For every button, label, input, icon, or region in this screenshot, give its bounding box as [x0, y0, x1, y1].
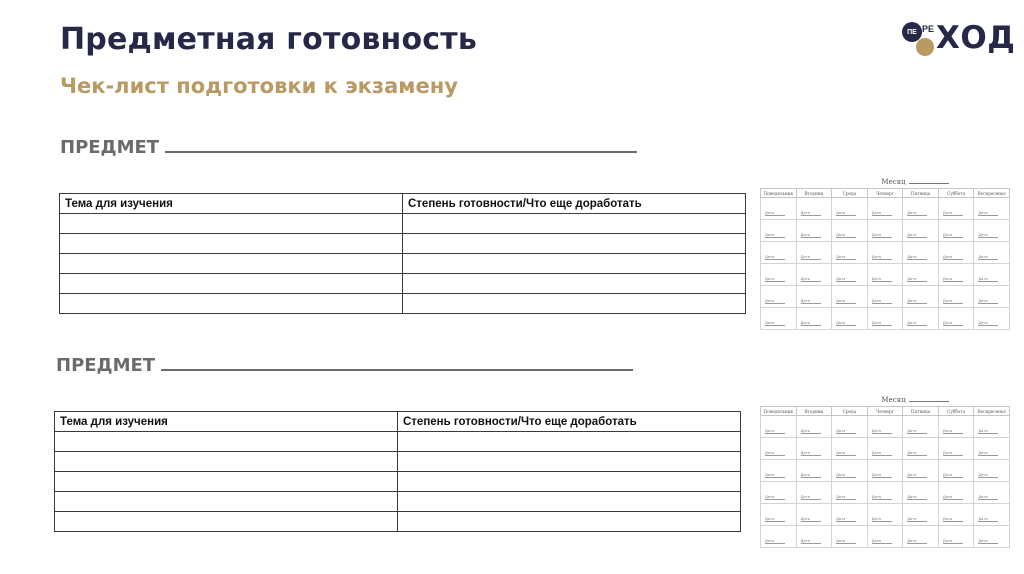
- date-label: Дата: [907, 473, 927, 478]
- readiness-cell[interactable]: [403, 274, 746, 294]
- calendar-day-cell[interactable]: [867, 242, 903, 264]
- weekday-header: Понедельник: [761, 407, 797, 416]
- calendar-day-cell[interactable]: [903, 438, 939, 460]
- table-row: [55, 432, 741, 452]
- date-label: Дата: [907, 255, 927, 260]
- date-label: Дата: [836, 429, 856, 434]
- date-label: Дата: [872, 321, 892, 326]
- date-label: Дата: [907, 429, 927, 434]
- date-label: Дата: [801, 539, 821, 544]
- calendar-day-cell[interactable]: [761, 416, 797, 438]
- readiness-cell[interactable]: [403, 214, 746, 234]
- calendar-day-cell[interactable]: [867, 526, 903, 548]
- calendar-day-cell[interactable]: [761, 286, 797, 308]
- date-label: Дата: [836, 321, 856, 326]
- date-label: Дата: [943, 429, 963, 434]
- calendar-day-cell[interactable]: [832, 438, 868, 460]
- table-header-row: [55, 412, 741, 432]
- date-label: Дата: [872, 451, 892, 456]
- weekday-header: Пятница: [903, 407, 939, 416]
- date-label: Дата: [836, 539, 856, 544]
- calendar-day-cell[interactable]: [832, 504, 868, 526]
- calendar-day-cell[interactable]: [832, 242, 868, 264]
- date-label: Дата: [943, 299, 963, 304]
- date-label: Дата: [978, 451, 998, 456]
- month-label-text: Месяц: [881, 178, 906, 186]
- date-label: Дата: [943, 539, 963, 544]
- date-label: Дата: [765, 451, 785, 456]
- date-label: Дата: [801, 473, 821, 478]
- calendar-week-row: [761, 526, 1010, 548]
- calendar-day-cell[interactable]: [867, 264, 903, 286]
- calendar-day-cell[interactable]: [832, 460, 868, 482]
- date-label: Дата: [801, 321, 821, 326]
- date-label: Дата: [801, 233, 821, 238]
- date-label: Дата: [836, 517, 856, 522]
- readiness-cell[interactable]: [398, 492, 741, 512]
- calendar-day-cell[interactable]: [796, 264, 832, 286]
- calendar-day-cell[interactable]: [832, 416, 868, 438]
- date-label: Дата: [872, 299, 892, 304]
- date-label: Дата: [765, 495, 785, 500]
- date-label: Дата: [978, 495, 998, 500]
- calendar-week-row: [761, 504, 1010, 526]
- calendar-day-cell[interactable]: [867, 198, 903, 220]
- logo-circle-text: ПЕ: [907, 28, 917, 36]
- weekday-header: Четверг: [867, 407, 903, 416]
- date-label: Дата: [907, 321, 927, 326]
- table-row: [60, 294, 746, 314]
- calendar-day-cell[interactable]: [903, 526, 939, 548]
- calendar-month-label: [820, 394, 1010, 406]
- date-label: Дата: [907, 233, 927, 238]
- table-row: [55, 492, 741, 512]
- calendar-day-cell[interactable]: [796, 438, 832, 460]
- date-label: Дата: [907, 277, 927, 282]
- calendar-day-cell[interactable]: [867, 482, 903, 504]
- weekday-row: [761, 189, 1010, 198]
- calendar-day-cell[interactable]: [938, 460, 974, 482]
- topic-cell[interactable]: [55, 432, 398, 452]
- date-label: Дата: [765, 211, 785, 216]
- table-row: [60, 234, 746, 254]
- date-label: Дата: [872, 255, 892, 260]
- topic-cell[interactable]: [55, 472, 398, 492]
- calendar-day-cell[interactable]: [761, 460, 797, 482]
- date-label: Дата: [943, 495, 963, 500]
- date-label: Дата: [978, 429, 998, 434]
- date-label: Дата: [907, 517, 927, 522]
- calendar-day-cell[interactable]: [938, 416, 974, 438]
- calendar-day-cell[interactable]: [938, 286, 974, 308]
- date-label: Дата: [872, 539, 892, 544]
- date-label: Дата: [801, 429, 821, 434]
- date-label: Дата: [765, 277, 785, 282]
- date-label: Дата: [978, 233, 998, 238]
- calendar-day-cell[interactable]: [938, 198, 974, 220]
- date-label: Дата: [907, 451, 927, 456]
- page-subtitle: Чек-лист подготовки к экзамену: [60, 74, 458, 98]
- weekday-header: Среда: [832, 189, 868, 198]
- date-label: Дата: [978, 517, 998, 522]
- topic-cell[interactable]: [55, 512, 398, 532]
- readiness-cell[interactable]: [398, 432, 741, 452]
- date-label: Дата: [836, 277, 856, 282]
- month-calendar-2: [760, 394, 1010, 548]
- date-label: Дата: [872, 473, 892, 478]
- date-label: Дата: [801, 277, 821, 282]
- calendar-day-cell[interactable]: [832, 198, 868, 220]
- calendar-day-cell[interactable]: [761, 220, 797, 242]
- date-label: Дата: [978, 277, 998, 282]
- date-label: Дата: [801, 451, 821, 456]
- calendar-day-cell[interactable]: [974, 286, 1010, 308]
- calendar-day-cell[interactable]: [974, 308, 1010, 330]
- date-label: Дата: [943, 473, 963, 478]
- calendar-day-cell[interactable]: [832, 220, 868, 242]
- calendar-day-cell[interactable]: [903, 460, 939, 482]
- topic-cell[interactable]: [60, 274, 403, 294]
- calendar-week-row: [761, 482, 1010, 504]
- calendar-day-cell[interactable]: [903, 482, 939, 504]
- readiness-cell[interactable]: [403, 234, 746, 254]
- calendar-day-cell[interactable]: [796, 482, 832, 504]
- topic-cell[interactable]: [60, 214, 403, 234]
- date-label: Дата: [765, 233, 785, 238]
- date-label: Дата: [907, 495, 927, 500]
- topics-table-2: [54, 411, 741, 532]
- calendar-week-row: [761, 438, 1010, 460]
- date-label: Дата: [836, 211, 856, 216]
- calendar-day-cell[interactable]: [761, 526, 797, 548]
- weekday-header: Четверг: [867, 189, 903, 198]
- calendar-day-cell[interactable]: [796, 526, 832, 548]
- page-title: Предметная готовность: [60, 22, 478, 57]
- calendar-day-cell[interactable]: [974, 482, 1010, 504]
- topic-cell[interactable]: [60, 294, 403, 314]
- calendar-day-cell[interactable]: [867, 416, 903, 438]
- calendar-day-cell[interactable]: [938, 482, 974, 504]
- date-label: Дата: [801, 211, 821, 216]
- date-label: Дата: [943, 211, 963, 216]
- weekday-header: Вторник: [796, 189, 832, 198]
- date-label: Дата: [978, 255, 998, 260]
- table-row: [55, 512, 741, 532]
- date-label: Дата: [943, 451, 963, 456]
- month-fill-line[interactable]: [909, 395, 949, 402]
- date-label: Дата: [801, 299, 821, 304]
- date-label: Дата: [872, 211, 892, 216]
- date-label: Дата: [836, 495, 856, 500]
- calendar-day-cell[interactable]: [832, 482, 868, 504]
- date-label: Дата: [801, 495, 821, 500]
- subject-fill-line[interactable]: [165, 137, 637, 153]
- logo-small-text: РЕ: [922, 24, 935, 34]
- calendar-day-cell[interactable]: [903, 504, 939, 526]
- calendar-day-cell[interactable]: [867, 308, 903, 330]
- weekday-header: Среда: [832, 407, 868, 416]
- calendar-day-cell[interactable]: [796, 460, 832, 482]
- weekday-row: [761, 407, 1010, 416]
- calendar-day-cell[interactable]: [761, 482, 797, 504]
- date-label: Дата: [836, 473, 856, 478]
- calendar-day-cell[interactable]: [796, 242, 832, 264]
- calendar-day-cell[interactable]: [974, 526, 1010, 548]
- calendar-grid: [760, 406, 1010, 548]
- calendar-day-cell[interactable]: [974, 220, 1010, 242]
- weekday-header: Воскресенье: [974, 189, 1010, 198]
- calendar-day-cell[interactable]: [796, 286, 832, 308]
- calendar-day-cell[interactable]: [903, 264, 939, 286]
- table-header-row: [60, 194, 746, 214]
- calendar-day-cell[interactable]: [867, 438, 903, 460]
- table-row: [60, 214, 746, 234]
- topic-cell[interactable]: [55, 492, 398, 512]
- calendar-day-cell[interactable]: [761, 242, 797, 264]
- table-row: [55, 472, 741, 492]
- header-topic: Тема для изучения: [60, 194, 403, 214]
- date-label: Дата: [907, 539, 927, 544]
- subject-label-1: [60, 137, 637, 158]
- calendar-week-row: [761, 460, 1010, 482]
- date-label: Дата: [978, 299, 998, 304]
- subject-fill-line[interactable]: [161, 355, 633, 371]
- topic-cell[interactable]: [60, 234, 403, 254]
- calendar-day-cell[interactable]: [938, 220, 974, 242]
- calendar-day-cell[interactable]: [761, 264, 797, 286]
- date-label: Дата: [836, 233, 856, 238]
- calendar-day-cell[interactable]: [938, 264, 974, 286]
- calendar-week-row: [761, 220, 1010, 242]
- calendar-day-cell[interactable]: [867, 220, 903, 242]
- readiness-cell[interactable]: [398, 472, 741, 492]
- calendar-day-cell[interactable]: [903, 220, 939, 242]
- calendar-day-cell[interactable]: [974, 198, 1010, 220]
- table-row: [60, 254, 746, 274]
- date-label: Дата: [978, 473, 998, 478]
- weekday-header: Пятница: [903, 189, 939, 198]
- weekday-header: Понедельник: [761, 189, 797, 198]
- calendar-day-cell[interactable]: [761, 438, 797, 460]
- date-label: Дата: [872, 495, 892, 500]
- calendar-day-cell[interactable]: [974, 504, 1010, 526]
- calendar-day-cell[interactable]: [867, 504, 903, 526]
- date-label: Дата: [765, 473, 785, 478]
- date-label: Дата: [943, 233, 963, 238]
- calendar-week-row: [761, 308, 1010, 330]
- calendar-day-cell[interactable]: [761, 308, 797, 330]
- calendar-week-row: [761, 416, 1010, 438]
- readiness-cell[interactable]: [403, 254, 746, 274]
- month-fill-line[interactable]: [909, 177, 949, 184]
- date-label: Дата: [872, 277, 892, 282]
- calendar-day-cell[interactable]: [832, 526, 868, 548]
- date-label: Дата: [907, 299, 927, 304]
- subject-label-text: ПРЕДМЕТ: [60, 137, 160, 158]
- logo-gold-circle: [916, 38, 934, 56]
- date-label: Дата: [801, 255, 821, 260]
- date-label: Дата: [978, 539, 998, 544]
- calendar-day-cell[interactable]: [903, 308, 939, 330]
- header-topic: Тема для изучения: [55, 412, 398, 432]
- calendar-day-cell[interactable]: [938, 438, 974, 460]
- calendar-week-row: [761, 198, 1010, 220]
- weekday-header: Суббота: [938, 189, 974, 198]
- date-label: Дата: [978, 211, 998, 216]
- date-label: Дата: [943, 255, 963, 260]
- calendar-day-cell[interactable]: [974, 438, 1010, 460]
- readiness-cell[interactable]: [398, 512, 741, 532]
- date-label: Дата: [872, 517, 892, 522]
- calendar-day-cell[interactable]: [796, 504, 832, 526]
- perehod-logo: [900, 20, 1016, 60]
- weekday-header: Вторник: [796, 407, 832, 416]
- calendar-week-row: [761, 286, 1010, 308]
- table-row: [55, 452, 741, 472]
- date-label: Дата: [943, 517, 963, 522]
- date-label: Дата: [907, 211, 927, 216]
- calendar-day-cell[interactable]: [796, 220, 832, 242]
- calendar-day-cell[interactable]: [974, 460, 1010, 482]
- weekday-header: Воскресенье: [974, 407, 1010, 416]
- date-label: Дата: [943, 321, 963, 326]
- date-label: Дата: [978, 321, 998, 326]
- date-label: Дата: [872, 233, 892, 238]
- calendar-day-cell[interactable]: [761, 504, 797, 526]
- calendar-day-cell[interactable]: [974, 242, 1010, 264]
- subject-label-2: [56, 355, 633, 376]
- header-readiness: Степень готовности/Что еще доработать: [398, 412, 741, 432]
- calendar-week-row: [761, 242, 1010, 264]
- date-label: Дата: [801, 517, 821, 522]
- calendar-day-cell[interactable]: [903, 416, 939, 438]
- calendar-week-row: [761, 264, 1010, 286]
- table-row: [60, 274, 746, 294]
- subject-label-text: ПРЕДМЕТ: [56, 355, 156, 376]
- calendar-day-cell[interactable]: [938, 504, 974, 526]
- calendar-day-cell[interactable]: [903, 198, 939, 220]
- calendar-day-cell[interactable]: [832, 308, 868, 330]
- calendar-day-cell[interactable]: [796, 198, 832, 220]
- calendar-day-cell[interactable]: [938, 308, 974, 330]
- readiness-cell[interactable]: [403, 294, 746, 314]
- weekday-header: Суббота: [938, 407, 974, 416]
- calendar-month-label: [820, 176, 1010, 188]
- header-readiness: Степень готовности/Что еще доработать: [403, 194, 746, 214]
- date-label: Дата: [765, 255, 785, 260]
- date-label: Дата: [836, 451, 856, 456]
- calendar-day-cell[interactable]: [761, 198, 797, 220]
- topics-table-1: [59, 193, 746, 314]
- calendar-day-cell[interactable]: [796, 308, 832, 330]
- calendar-grid: [760, 188, 1010, 330]
- readiness-cell[interactable]: [398, 452, 741, 472]
- date-label: Дата: [765, 321, 785, 326]
- calendar-day-cell[interactable]: [832, 264, 868, 286]
- calendar-day-cell[interactable]: [974, 416, 1010, 438]
- calendar-day-cell[interactable]: [867, 460, 903, 482]
- date-label: Дата: [943, 277, 963, 282]
- date-label: Дата: [872, 429, 892, 434]
- calendar-day-cell[interactable]: [938, 526, 974, 548]
- month-calendar-1: [760, 176, 1010, 330]
- calendar-day-cell[interactable]: [796, 416, 832, 438]
- calendar-day-cell[interactable]: [832, 286, 868, 308]
- month-label-text: Месяц: [881, 396, 906, 404]
- date-label: Дата: [765, 539, 785, 544]
- date-label: Дата: [765, 517, 785, 522]
- calendar-day-cell[interactable]: [867, 286, 903, 308]
- date-label: Дата: [765, 429, 785, 434]
- logo-main-text: ХОД: [936, 20, 1016, 56]
- date-label: Дата: [836, 255, 856, 260]
- date-label: Дата: [765, 299, 785, 304]
- calendar-day-cell[interactable]: [903, 242, 939, 264]
- date-label: Дата: [836, 299, 856, 304]
- topic-cell[interactable]: [55, 452, 398, 472]
- calendar-day-cell[interactable]: [974, 264, 1010, 286]
- calendar-day-cell[interactable]: [938, 242, 974, 264]
- calendar-day-cell[interactable]: [903, 286, 939, 308]
- topic-cell[interactable]: [60, 254, 403, 274]
